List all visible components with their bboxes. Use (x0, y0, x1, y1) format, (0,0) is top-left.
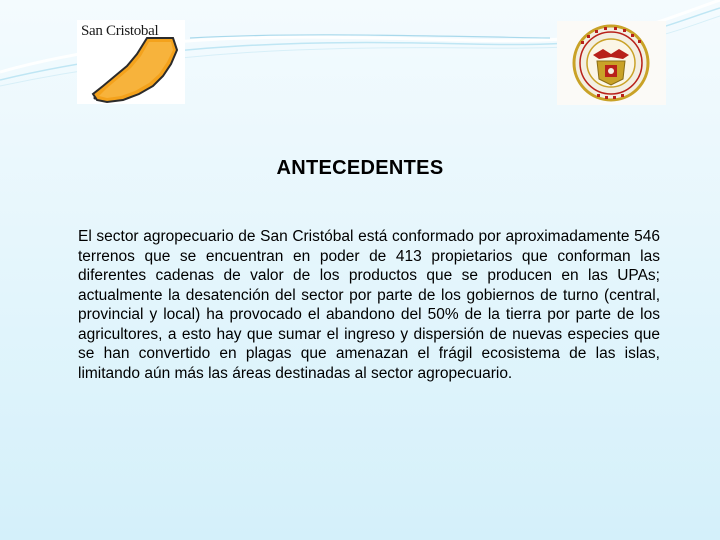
slide-title: ANTECEDENTES (276, 157, 444, 179)
san-cristobal-logo (77, 20, 185, 104)
university-logo (557, 21, 666, 105)
slide-body-paragraph: El sector agropecuario de San Cristóbal está conformado por aproximadamente 546 terrenos que se encuentran en poder de 413 propietarios que conforman las diferentes cadenas de valor de los productos que se producen en las UPAs; actualmente la desatención del sector por parte de los gobiernos de turno (central, provincial y local) ha provocado el abandono del 50% de la tierra por parte de los agricultores, a esto hay que sumar el ingreso y dispersión de nuevas especies que se han convertido en plagas que amenazan el frágil ecosistema de las islas, limitando aún más las áreas destinadas al sector agropecuario. (78, 228, 660, 382)
university-seal-icon (557, 21, 666, 105)
logo-title: San Cristobal (81, 23, 159, 39)
